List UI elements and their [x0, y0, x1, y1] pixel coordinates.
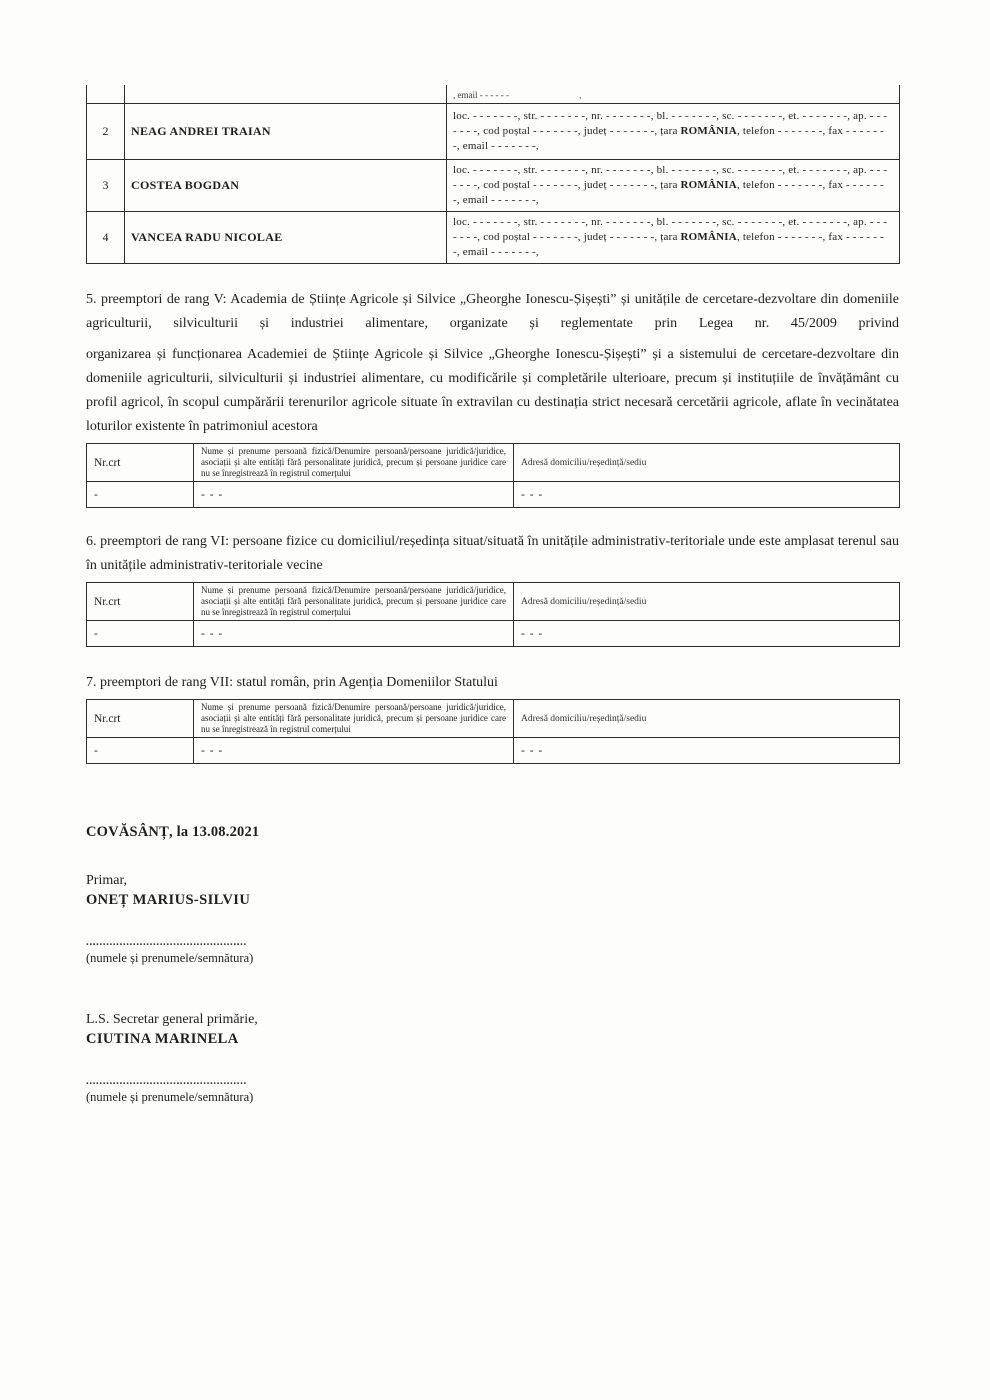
cell-nr: - — [87, 738, 194, 764]
address-country: ROMÂNIA — [680, 179, 737, 191]
address-country: ROMÂNIA — [680, 125, 737, 137]
address-part2: , telefon - - - - - - -, fax - - - - - - -, email - - - - - - -, — [453, 179, 884, 206]
signature-dotted-line: ................................................ — [86, 1075, 247, 1087]
signatory-role: Primar, — [86, 873, 128, 888]
table-row — [87, 160, 900, 212]
preemptor-address — [447, 160, 900, 212]
cell-address: - - - — [514, 482, 900, 508]
address-country: ROMÂNIA — [680, 231, 737, 243]
rank-vii-table — [86, 699, 900, 764]
rank-vi-table — [86, 582, 900, 647]
partial-address-cell — [447, 85, 900, 104]
column-header-address: Adresă domiciliu/reședință/sediu — [514, 700, 900, 738]
document-content — [86, 85, 899, 1105]
column-header-address: Adresă domiciliu/reședință/sediu — [514, 583, 900, 621]
cell-name: - - - — [194, 738, 514, 764]
table-row — [87, 738, 900, 764]
paragraph-rank-vi: 6. preemptori de rang VI: persoane fizice cu domiciliul/reședința situat/situată în unitățile administrativ-teritoriale unde este amplasat terenul sau în unitățile administrativ-teritoriale vecine — [86, 534, 899, 573]
place-and-date: COVĂSÂNȚ, la 13.08.2021 — [86, 824, 260, 840]
signatory-name: ONEȚ MARIUS-SILVIU — [86, 892, 251, 908]
address-part1: loc. - - - - - - -, str. - - - - - - -, nr. - - - - - - -, bl. - - - - - - -, sc. - - - - - - -, et. - - - - - - -, ap. - - - - - - -, cod poștal - - - - - - -, județ - - - - - - -, țara — [453, 216, 888, 243]
cell-name: - - - — [194, 621, 514, 647]
signatory-name: CIUTINA MARINELA — [86, 1031, 239, 1047]
table-header-row — [87, 700, 900, 738]
column-header-nr: Nr.crt — [87, 583, 194, 621]
partial-name-cell — [125, 85, 447, 104]
table-row — [87, 482, 900, 508]
partial-num-cell — [87, 85, 125, 104]
column-header-nr: Nr.crt — [87, 700, 194, 738]
preemptor-name: NEAG ANDREI TRAIAN — [125, 104, 447, 160]
preemptors-persons-table — [86, 85, 900, 264]
cell-address: - - - — [514, 621, 900, 647]
comma-fragment: , — [578, 90, 582, 100]
signature-dotted-line: ................................................ — [86, 936, 247, 948]
column-header-name: Nume și prenume persoană fizică/Denumire persoană/persoane juridică/juridice, asociații și alte entități fără personalitate juridică, precum și persoane juridice care nu se înregistrează în registrul comerțului — [194, 444, 514, 482]
table-row — [87, 212, 900, 264]
table-row — [87, 104, 900, 160]
preemptor-name: COSTEA BOGDAN — [125, 160, 447, 212]
signature-caption: (numele și prenumele/semnătura) — [86, 951, 254, 965]
cell-nr: - — [87, 482, 194, 508]
table-header-row — [87, 583, 900, 621]
row-number: 2 — [87, 104, 125, 160]
table-row-partial — [87, 85, 900, 104]
column-header-nr: Nr.crt — [87, 444, 194, 482]
preemptor-address — [447, 212, 900, 264]
column-header-address: Adresă domiciliu/reședință/sediu — [514, 444, 900, 482]
table-header-row — [87, 444, 900, 482]
address-part1: loc. - - - - - - -, str. - - - - - - -, nr. - - - - - - -, bl. - - - - - - -, sc. - - - - - - -, et. - - - - - - -, ap. - - - - - - -, cod poștal - - - - - - -, județ - - - - - - -, țara — [453, 164, 888, 191]
address-part1: loc. - - - - - - -, str. - - - - - - -, nr. - - - - - - -, bl. - - - - - - -, sc. - - - - - - -, et. - - - - - - -, ap. - - - - - - -, cod poștal - - - - - - -, județ - - - - - - -, țara — [453, 110, 888, 137]
preemptor-name: VANCEA RADU NICOLAE — [125, 212, 447, 264]
cell-nr: - — [87, 621, 194, 647]
paragraph-rank-vii: 7. preemptori de rang VII: statul român, prin Agenția Domeniilor Statului — [86, 675, 498, 690]
column-header-name: Nume și prenume persoană fizică/Denumire persoană/persoane juridică/juridice, asociații și alte entități fără personalitate juridică, precum și persoane juridice care nu se înregistrează în registrul comerțului — [194, 700, 514, 738]
signatory-role: L.S. Secretar general primărie, — [86, 1012, 258, 1027]
preemptor-address — [447, 104, 900, 160]
table-row — [87, 621, 900, 647]
address-part2: , telefon - - - - - - -, fax - - - - - - -, email - - - - - - -, — [453, 125, 884, 152]
column-header-name: Nume și prenume persoană fizică/Denumire persoană/persoane juridică/juridice, asociații și alte entități fără personalitate juridică, precum și persoane juridice care nu se înregistrează în registrul comerțului — [194, 583, 514, 621]
rank-v-table — [86, 443, 900, 508]
cell-address: - - - — [514, 738, 900, 764]
paragraph-rank-v-intro: 5. preemptori de rang V: Academia de Științe Agricole și Silvice „Gheorghe Ionescu-Șișești” și unitățile de cercetare-dezvoltare din domeniile agriculturii, silviculturii și industriei alimentare, organizate și reglementate prin Legea nr. 45/2009 privind — [86, 292, 899, 331]
row-number: 4 — [87, 212, 125, 264]
signature-caption: (numele și prenumele/semnătura) — [86, 1090, 254, 1104]
cell-name: - - - — [194, 482, 514, 508]
paragraph-rank-v-body: organizarea și funcționarea Academiei de Științe Agricole și Silvice „Gheorghe Ionescu-Șișești” și a sistemului de cercetare-dezvoltare din domeniile agriculturii, silviculturii și industriei alimentare, cu modificările și completările ulterioare, precum și instituțiile de învățământ cu profil agricol, în scopul cumpărării terenurilor agricole situate în extravilan cu destinația strict necesară cercetării agricole, aflate în vecinătatea loturilor existente în patrimoniul acestora — [86, 347, 899, 434]
row-number: 3 — [87, 160, 125, 212]
address-part2: , telefon - - - - - - -, fax - - - - - - -, email - - - - - - -, — [453, 231, 884, 258]
email-fragment: , email - - - - - - — [453, 90, 509, 100]
